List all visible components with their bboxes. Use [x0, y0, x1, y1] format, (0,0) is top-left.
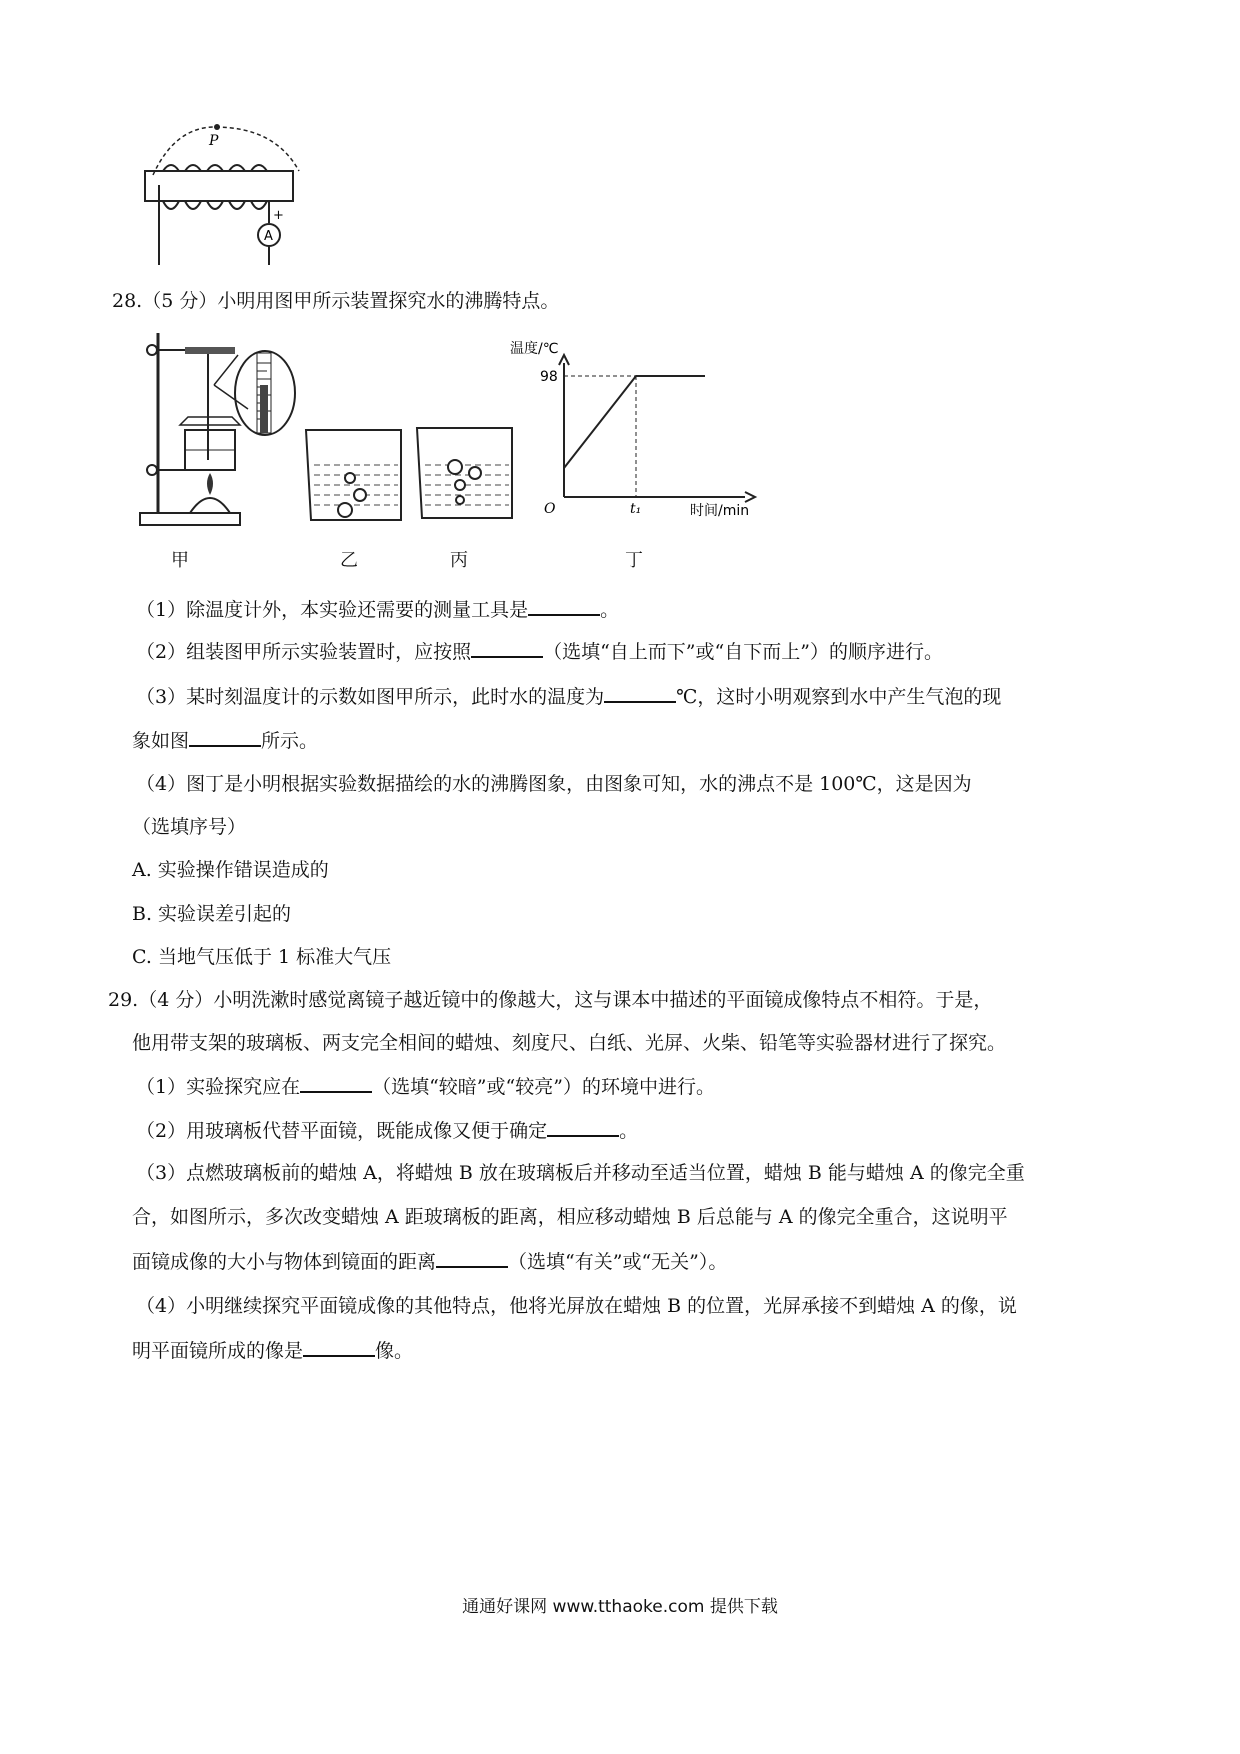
answer-blank[interactable]	[300, 1073, 372, 1093]
q28-part4: （4）图丁是小明根据实验数据描绘的水的沸腾图象，由图象可知，水的沸点不是 100℃，这是因为	[136, 773, 972, 795]
q28-option-b: B. 实验误差引起的	[132, 903, 292, 925]
coil-figure	[135, 115, 325, 275]
graph-x-label: 时间/min	[690, 503, 750, 519]
answer-blank[interactable]	[436, 1248, 508, 1268]
q28-part2: （2）组装图甲所示实验装置时，应按照 （选填“自上而下”或“自下而上”）的顺序进行。	[136, 638, 943, 665]
label-bing: 丙	[450, 550, 468, 571]
graph-y-value: 98	[540, 369, 558, 385]
answer-blank[interactable]	[303, 1337, 375, 1357]
ammeter-label: A	[264, 229, 273, 244]
q29-part1: （1）实验探究应在 （选填“较暗”或“较亮”）的环境中进行。	[136, 1073, 715, 1100]
q28-part4-cont: （选填序号）	[132, 816, 247, 838]
q28-option-a: A. 实验操作错误造成的	[132, 859, 329, 881]
slider-p-label: P	[209, 133, 219, 149]
graph-y-label: 温度/℃	[510, 341, 559, 357]
q28-part3: （3）某时刻温度计的示数如图甲所示，此时水的温度为 ℃，这时小明观察到水中产生气泡的现	[136, 683, 1001, 710]
q28-part1: （1）除温度计外，本实验还需要的测量工具是 。	[136, 596, 619, 623]
q29-part3: （3）点燃玻璃板前的蜡烛 A，将蜡烛 B 放在玻璃板后并移动至适当位置，蜡烛 B 能与蜡烛 A 的像完全重	[136, 1162, 1025, 1184]
graph-t-label: t₁	[630, 501, 642, 517]
plus-sign: +	[273, 208, 284, 223]
q29-part4: （4）小明继续探究平面镜成像的其他特点，他将光屏放在蜡烛 B 的位置，光屏承接不到蜡烛 A 的像，说	[136, 1295, 1017, 1317]
answer-blank[interactable]	[604, 683, 676, 703]
q28-part3-cont: 象如图 所示。	[132, 727, 318, 754]
label-yi: 乙	[340, 550, 358, 571]
q29-heading-cont: 他用带支架的玻璃板、两支完全相间的蜡烛、刻度尺、白纸、光屏、火柴、铅笔等实验器材进行了探究。	[132, 1032, 1007, 1054]
q29-part2: （2）用玻璃板代替平面镜，既能成像又便于确定 。	[136, 1117, 638, 1144]
answer-blank[interactable]	[528, 596, 600, 616]
label-jia: 甲	[171, 550, 189, 571]
graph-origin: O	[544, 501, 556, 517]
q29-heading: 29.（4 分）小明洗漱时感觉离镜子越近镜中的像越大，这与课本中描述的平面镜成像特点不相符。于是，	[108, 989, 993, 1011]
answer-blank[interactable]	[189, 727, 261, 747]
q28-option-c: C. 当地气压低于 1 标准大气压	[132, 946, 392, 968]
answer-blank[interactable]	[547, 1117, 619, 1137]
q29-part4-cont: 明平面镜所成的像是 像。	[132, 1337, 413, 1364]
q29-part3-cont2: 面镜成像的大小与物体到镜面的距离 （选填“有关”或“无关”）。	[132, 1248, 727, 1275]
answer-blank[interactable]	[471, 638, 543, 658]
boiling-figure	[130, 325, 770, 575]
q28-heading: 28.（5 分）小明用图甲所示装置探究水的沸腾特点。	[112, 290, 560, 312]
q29-part3-cont: 合，如图所示，多次改变蜡烛 A 距玻璃板的距离，相应移动蜡烛 B 后总能与 A 的像完全重合，这说明平	[132, 1206, 1008, 1228]
label-ding: 丁	[625, 550, 643, 571]
page-footer: 通通好课网 www.tthaoke.com 提供下载	[462, 1597, 778, 1617]
